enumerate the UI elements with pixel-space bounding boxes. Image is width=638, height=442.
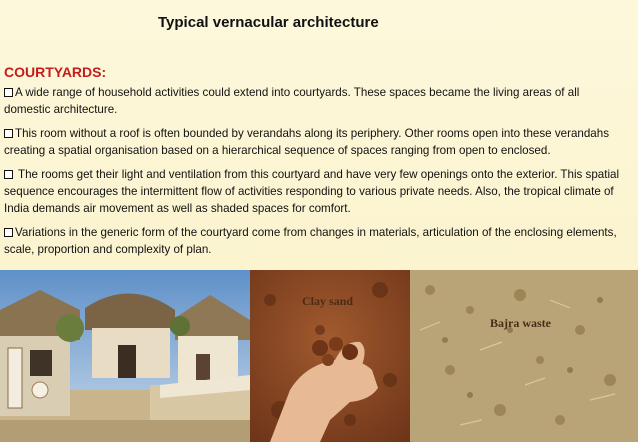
courtyard-village-photo bbox=[0, 270, 250, 442]
paragraph-2: This room without a roof is often bounded by verandahs along its periphery. Other rooms open into these verandahs creating a spatial organisation based on a hierarchical sequence of spaces ranging from open to enclosed. bbox=[4, 127, 609, 157]
checkbox-bullet-icon bbox=[4, 129, 13, 138]
paragraph-4: Variations in the generic form of the courtyard come from changes in materials, articulation of the enclosing elements, scale, proportion and complexity of plan. bbox=[4, 226, 617, 256]
photo-strip bbox=[0, 270, 638, 442]
checkbox-bullet-icon bbox=[4, 88, 13, 97]
checkbox-bullet-icon bbox=[4, 170, 13, 179]
clay-sand-photo bbox=[250, 270, 410, 442]
section-heading: COURTYARDS: bbox=[4, 64, 107, 80]
clay-sand-caption: Clay sand bbox=[302, 294, 354, 308]
paragraph-3: The rooms get their light and ventilation from this courtyard and have very few openings onto the exterior. This spatial sequence encourages the intermittent flow of activities responding to various private needs. Also, the tropical climate of India demands air movement as well as shaded spaces for comfort. bbox=[4, 168, 620, 215]
paragraph-1: A wide range of household activities could extend into courtyards. These spaces became the living areas of all domestic architecture. bbox=[4, 86, 580, 116]
bajra-waste-photo bbox=[410, 270, 638, 442]
checkbox-bullet-icon bbox=[4, 228, 13, 237]
slide-body bbox=[4, 84, 628, 265]
slide-title: Typical vernacular architecture bbox=[158, 14, 379, 31]
bajra-waste-caption: Bajra waste bbox=[490, 316, 551, 330]
